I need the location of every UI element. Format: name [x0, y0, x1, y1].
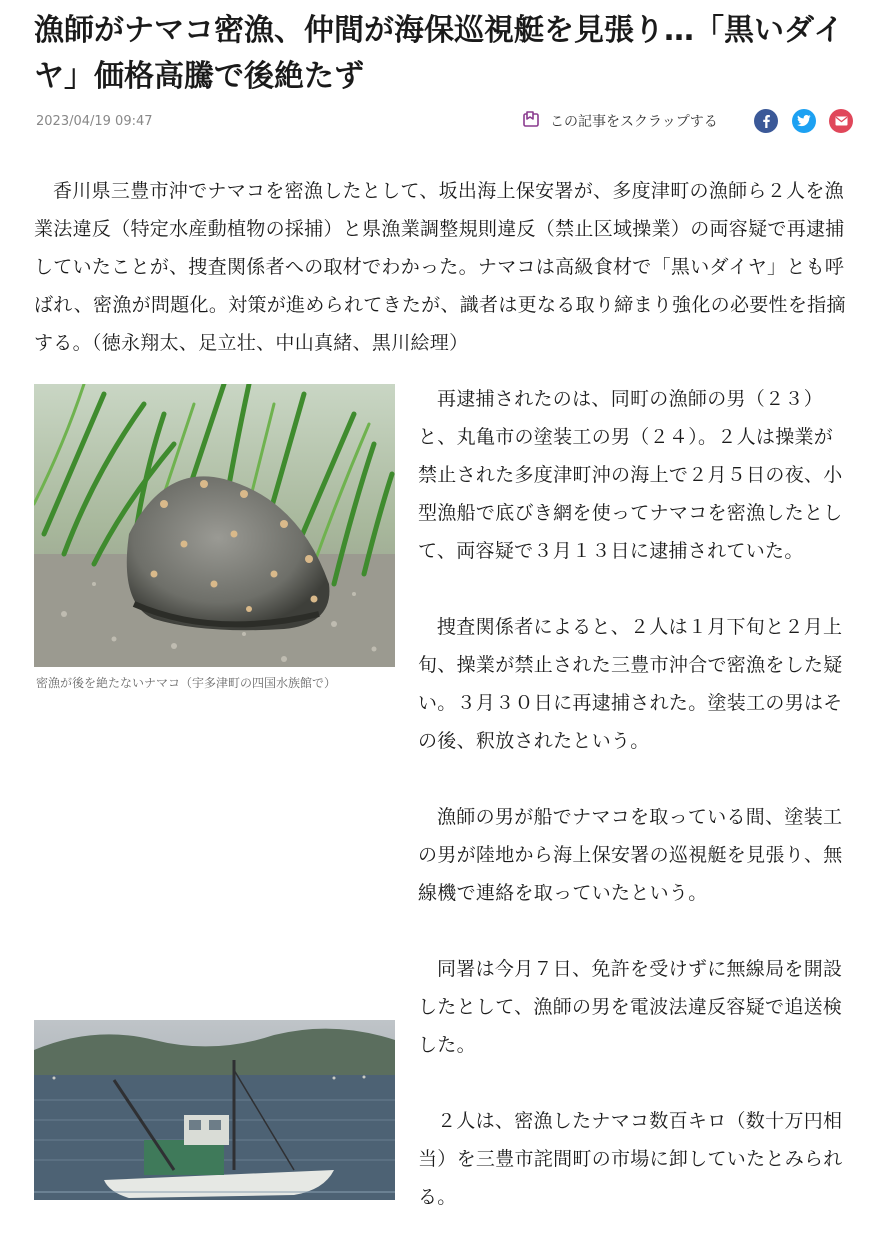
publish-date: 2023/04/19 09:47 — [36, 114, 153, 129]
mail-share-button[interactable] — [829, 109, 853, 133]
sea-cucumber-photo — [34, 384, 395, 667]
article-title: 漁師がナマコ密漁、仲間が海保巡視艇を見張り…「黒いダイヤ」価格高騰で後絶たず — [34, 13, 844, 94]
twitter-icon — [797, 115, 811, 127]
body-paragraph: 再逮捕されたのは、同町の漁師の男（２３）と、丸亀市の塗装工の男（２４）。２人は操業が禁止された多度津町沖の海上で２月５日の夜、小型漁船で底びき網を使ってナマコを密漁したとして、両容疑で３月１３日に逮捕されていた。 — [418, 388, 843, 562]
article-body — [418, 380, 848, 1254]
body-paragraph: 同署は今月７日、免許を受けずに無線局を開設したとして、漁師の男を電波法違反容疑で追送検した。 — [418, 958, 843, 1056]
bookmark-icon — [522, 110, 540, 132]
mail-icon — [835, 116, 848, 126]
body-paragraph: 捜査関係者によると、２人は１月下旬と２月上旬、操業が禁止された三豊市沖合で密漁をした疑い。３月３０日に再逮捕された。塗装工の男はその後、釈放されたという。 — [418, 616, 843, 752]
body-paragraph: 漁師の男が船でナマコを取っている間、塗装工の男が陸地から海上保安署の巡視艇を見張り、無線機で連絡を取っていたという。 — [418, 806, 843, 904]
lead-paragraph: 香川県三豊市沖でナマコを密漁したとして、坂出海上保安署が、多度津町の漁師ら２人を漁業法違反（特定水産動植物の採捕）と県漁業調整規則違反（禁止区域操業）の両容疑で再逮捕していたことが、捜査関係者への取材でわかった。ナマコは高級食材で「黒いダイヤ」とも呼ばれ、密漁が問題化。対策が進められてきたが、識者は更なる取り締まり強化の必要性を指摘する。（徳永翔太、足立壮、中山真緒、黒川絵理） — [34, 180, 846, 354]
twitter-share-button[interactable] — [792, 109, 816, 133]
fishing-boat-photo — [34, 1020, 395, 1200]
scrap-button[interactable] — [522, 108, 718, 134]
scrap-label: この記事をスクラップする — [550, 114, 718, 130]
facebook-share-button[interactable] — [754, 109, 778, 133]
facebook-icon — [760, 114, 772, 128]
body-paragraph: ２人は、密漁したナマコ数百キロ（数十万円相当）を三豊市詫間町の市場に卸していたとみられる。 — [418, 1110, 843, 1208]
photo-caption: 密漁が後を絶たないナマコ（宇多津町の四国水族館で） — [36, 676, 337, 690]
